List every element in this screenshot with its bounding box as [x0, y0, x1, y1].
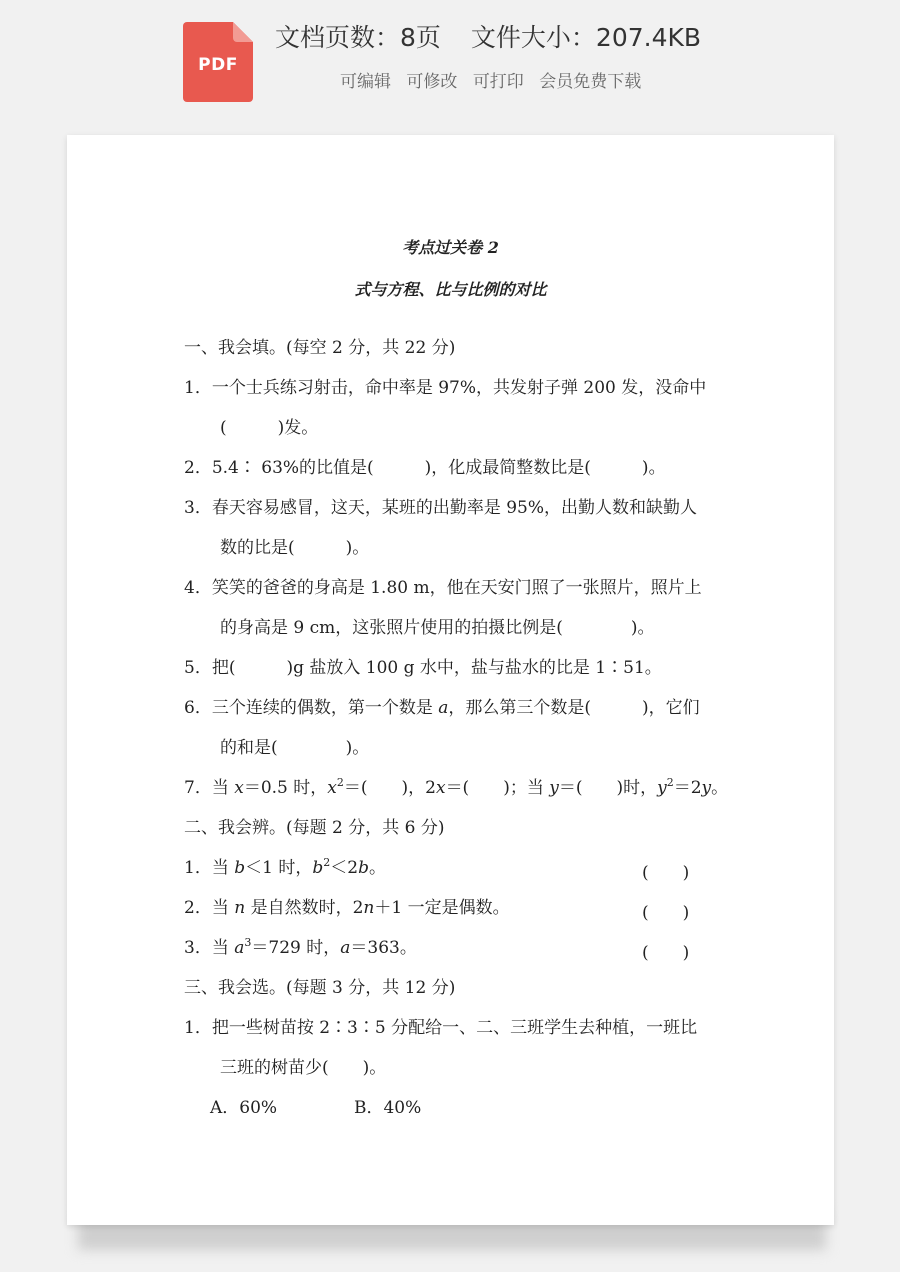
feature-modifiable: 可修改	[406, 72, 458, 92]
feature-member-download: 会员免费下载	[539, 72, 642, 92]
question-2-2: 2．当 n 是自然数时，2n＋1 一定是偶数。	[184, 898, 510, 918]
pdf-label: PDF	[198, 55, 238, 75]
question-1-4: 4．笑笑的爸爸的身高是 1.80 m，他在天安门照了一张照片，照片上	[184, 578, 702, 598]
section-3-heading: 三、我会选。(每题 3 分，共 12 分)	[184, 978, 456, 998]
question-3-1-cont: 三班的树苗少( )。	[220, 1058, 387, 1078]
option-a: A．60%	[210, 1098, 278, 1118]
pdf-file-icon	[183, 22, 253, 102]
question-1-3: 3．春天容易感冒，这天，某班的出勤率是 95%，出勤人数和缺勤人	[184, 498, 698, 518]
file-meta	[275, 18, 701, 54]
answer-bracket: ( )	[642, 943, 690, 963]
answer-bracket: ( )	[642, 903, 690, 923]
question-1-1-cont: ( )发。	[220, 418, 319, 438]
feature-printable: 可打印	[472, 72, 524, 92]
section-2-heading: 二、我会辨。(每题 2 分，共 6 分)	[184, 818, 445, 838]
file-size: 文件大小：207.4KB	[470, 23, 702, 52]
doc-title: 考点过关卷 2	[402, 238, 499, 257]
question-1-5: 5．把( )g 盐放入 100 g 水中，盐与盐水的比是 1∶51。	[184, 658, 662, 678]
feature-editable: 可编辑	[340, 72, 391, 92]
question-1-1: 1．一个士兵练习射击，命中率是 97%，共发射子弹 200 发，没命中	[184, 378, 707, 398]
answer-bracket: ( )	[642, 863, 690, 883]
question-3-1: 1．把一些树苗按 2∶3∶5 分配给一、二、三班学生去种植，一班比	[184, 1018, 698, 1038]
page-count: 文档页数：8页	[275, 23, 441, 52]
question-1-4-cont: 的身高是 9 cm，这张照片使用的拍摄比例是( )。	[220, 618, 655, 638]
question-2-1: 1．当 b＜1 时，$b^2<2b$。	[184, 856, 386, 878]
question-1-6: 6．三个连续的偶数，第一个数是 a，那么第三个数是( )，它们	[184, 698, 700, 718]
question-2-3: 3．当 $a^3=729$ 时，a＝363。	[184, 936, 417, 958]
section-1-heading: 一、我会填。(每空 2 分，共 22 分)	[184, 338, 456, 358]
feature-list	[340, 67, 641, 92]
option-b: B．40%	[354, 1098, 422, 1118]
question-1-7: 7．当 x＝0.5 时，$x^2=$( )，2x＝( )；当 y＝( )时，$y^2=2y$。	[184, 776, 729, 798]
question-1-2: 2．5.4∶ 63%的比值是( )，化成最简整数比是( )。	[184, 458, 666, 478]
question-1-3-cont: 数的比是( )。	[220, 538, 370, 558]
document-page	[67, 135, 834, 1225]
question-1-6-cont: 的和是( )。	[220, 738, 370, 758]
doc-subtitle: 式与方程、比与比例的对比	[354, 280, 547, 299]
